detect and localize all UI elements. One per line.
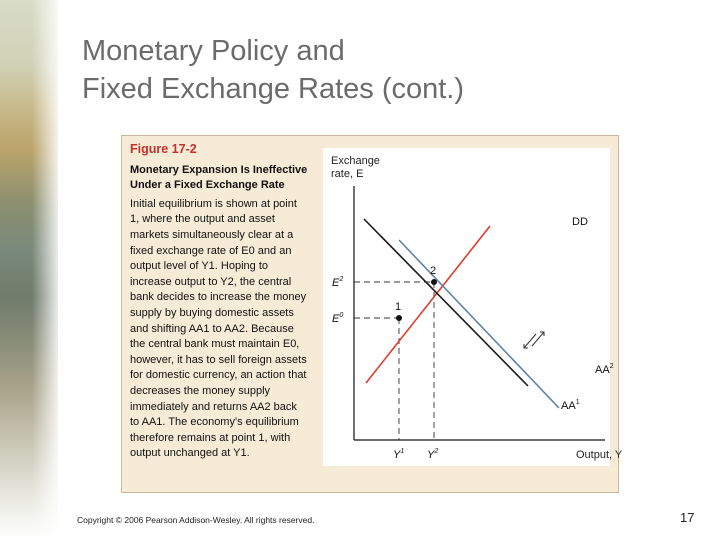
x-axis-label: Output, Y [576, 449, 623, 461]
aa2-curve-label: $AA^2$ [595, 363, 614, 376]
exchange-rate-output-diagram [323, 148, 623, 466]
y-axis-label-line-1: Exchange [331, 155, 380, 167]
figure-subtitle: Monetary Expansion Is Ineffective Under a Fixed Exchange Rate [130, 163, 308, 192]
shift-arrows-icon [524, 332, 544, 348]
copyright-footer: Copyright © 2006 Pearson Addison-Wesley. All rights reserved. [77, 515, 315, 525]
dd-curve-label: DD [572, 216, 588, 228]
point-1-label: 1 [395, 301, 402, 313]
aa1-curve-label: $AA^1$ [561, 399, 580, 412]
slide-title-line-1: Monetary Policy and [82, 35, 345, 67]
aa1-curve [399, 240, 559, 408]
figure-caption: Initial equilibrium is shown at point 1, where the output and asset markets simultaneously clear at a fixed exchange rate of E0 and an output level of Y1. Hoping to increase output to Y2, the central bank decides to increase the money supply by buying domestic assets and shifting AA1 to AA2. Because the central bank must maintain E0, however, it has to sell foreign assets for domestic currency, an action that decreases the money supply immediately and returns AA2 back to AA1. The economy's equilibrium therefore remains at point 1, with output unchanged at Y1. [130, 197, 307, 460]
figure-label: Figure 17-2 [130, 142, 197, 156]
slide-title [82, 32, 464, 108]
slide-title-line-2: Fixed Exchange Rates (cont.) [82, 73, 465, 105]
sidebar-fade-overlay [0, 0, 58, 540]
graph-panel [323, 148, 623, 466]
equilibrium-point-1 [396, 315, 402, 321]
figure-caption-column [130, 142, 308, 462]
y-axis-label-line-2: rate, E [331, 168, 364, 180]
decorative-sidebar-image [0, 0, 58, 540]
point-2-label: 2 [430, 265, 437, 277]
dd-curve [364, 219, 528, 386]
equilibrium-point-2 [431, 279, 437, 285]
page-number: 17 [680, 510, 695, 525]
y2-tick-label: $Y^2$ [427, 448, 439, 461]
e0-tick-label: $E^0$ [332, 312, 344, 325]
y1-tick-label: $Y^1$ [393, 448, 405, 461]
figure-panel [121, 135, 623, 493]
aa2-curve [366, 226, 490, 383]
e2-tick-label: $E^2$ [332, 276, 344, 289]
